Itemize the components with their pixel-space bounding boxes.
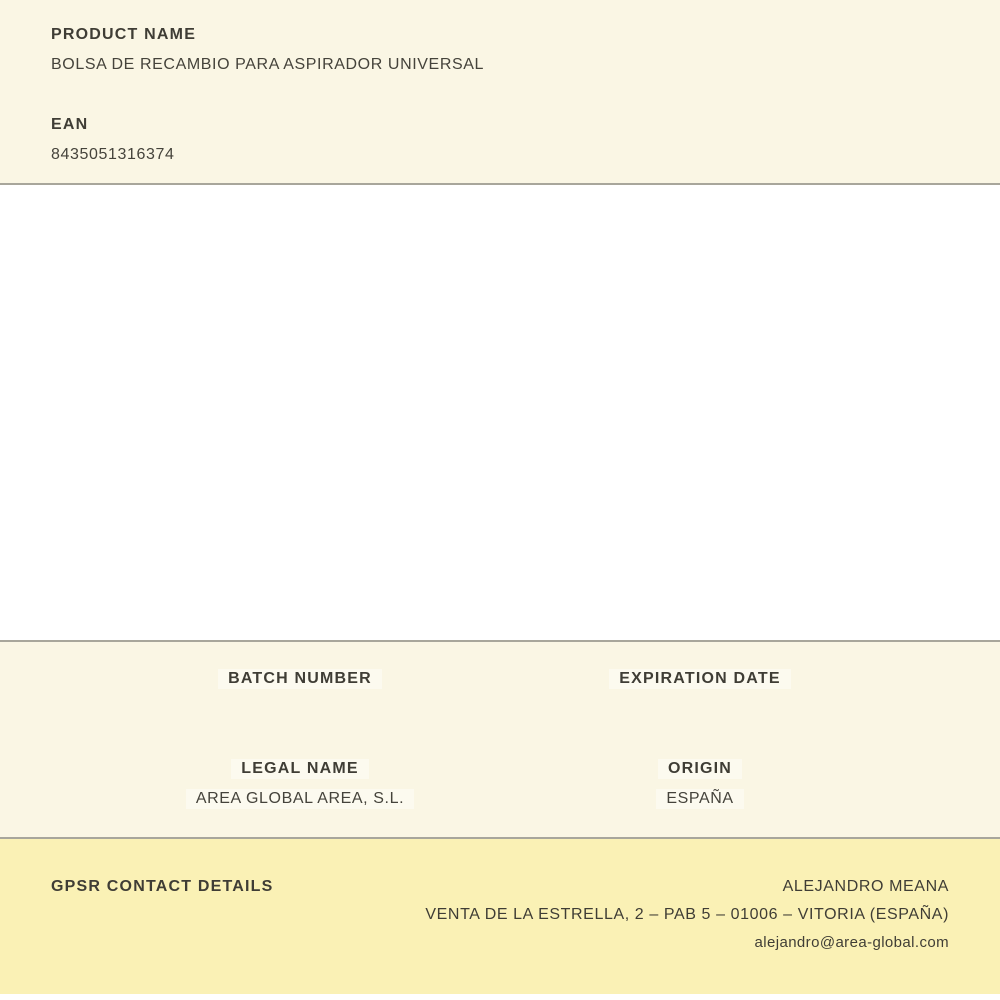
gpsr-contact-section xyxy=(0,839,1000,994)
batch-number-field xyxy=(100,669,500,719)
product-image-area xyxy=(0,185,1000,642)
legal-origin-row xyxy=(100,759,900,809)
ean-label: EAN xyxy=(51,116,89,133)
ean-field xyxy=(51,115,949,165)
product-name-value: BOLSA DE RECAMBIO PARA ASPIRADOR UNIVERSAL xyxy=(51,56,485,73)
legal-name-label: LEGAL NAME xyxy=(100,759,500,779)
legal-name-field xyxy=(100,759,500,809)
batch-expiration-row xyxy=(100,669,900,719)
product-name-label: PRODUCT NAME xyxy=(51,26,197,43)
gpsr-contact-address: VENTA DE LA ESTRELLA, 2 – PAB 5 – 01006 – VITORIA (ESPAÑA) xyxy=(425,906,949,923)
origin-field xyxy=(500,759,900,809)
expiration-date-value xyxy=(500,699,900,719)
batch-number-value xyxy=(100,699,500,719)
gpsr-contact-name: ALEJANDRO MEANA xyxy=(782,878,949,895)
origin-value: ESPAÑA xyxy=(500,789,900,809)
product-info-section xyxy=(0,0,1000,185)
batch-number-label: BATCH NUMBER xyxy=(100,669,500,689)
origin-label: ORIGIN xyxy=(500,759,900,779)
legal-name-value: AREA GLOBAL AREA, S.L. xyxy=(100,789,500,809)
expiration-date-label: EXPIRATION DATE xyxy=(500,669,900,689)
gpsr-contact-email: alejandro@area-global.com xyxy=(754,934,949,951)
product-name-field xyxy=(51,25,949,75)
traceability-section xyxy=(0,642,1000,839)
expiration-date-field xyxy=(500,669,900,719)
gpsr-contact-block xyxy=(425,877,949,953)
gpsr-heading: GPSR CONTACT DETAILS xyxy=(51,878,274,895)
ean-value: 8435051316374 xyxy=(51,146,175,163)
